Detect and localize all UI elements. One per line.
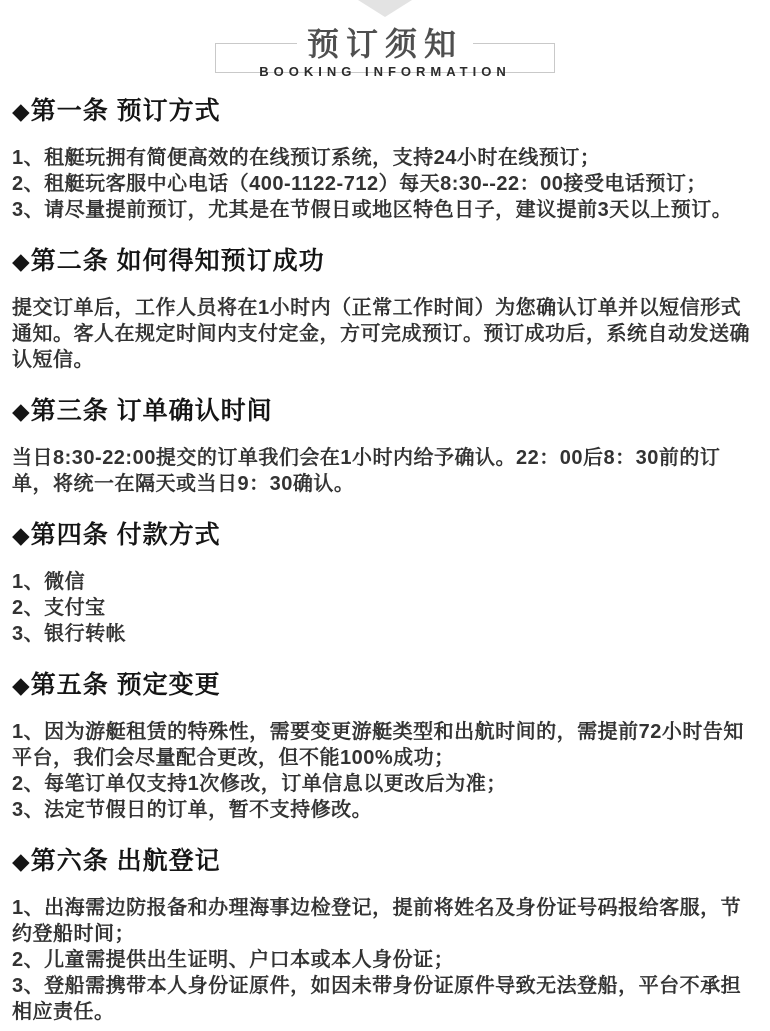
list-item: 2、支付宝 — [12, 597, 106, 619]
section-heading — [12, 521, 756, 549]
section-heading — [12, 97, 756, 125]
section-heading-text: 第五条 预定变更 — [30, 671, 221, 699]
diamond-icon: ◆ — [12, 522, 31, 548]
list-item: 1、微信 — [12, 571, 86, 593]
list-item: 2、儿童需提供出生证明、户口本或本人身份证； — [12, 949, 455, 971]
list-item: 1、出海需边防报备和办理海事边检登记，提前将姓名及身份证号码报给客服，节约登船时间； — [12, 897, 742, 945]
section-heading — [12, 247, 756, 275]
section-departure-registration — [12, 847, 756, 1025]
section-heading — [12, 397, 756, 425]
list-item: 2、每笔订单仅支持1次修改，订单信息以更改后为准； — [12, 773, 507, 795]
diamond-icon: ◆ — [12, 848, 31, 874]
section-heading — [12, 847, 756, 875]
section-booking-method — [12, 97, 756, 223]
paragraph: 当日8:30-22:00提交的订单我们会在1小时内给予确认。22：00后8：30前的订单，将统一在隔天或当日9：30确认。 — [12, 447, 721, 495]
section-booking-confirmation — [12, 247, 756, 373]
triangle-down-icon — [358, 0, 412, 17]
page-subtitle: BOOKING INFORMATION — [259, 64, 511, 79]
list-item: 3、请尽量提前预订，尤其是在节假日或地区特色日子，建议提前3天以上预订。 — [12, 199, 733, 221]
page-title: 预订须知 — [297, 26, 473, 62]
list-item: 3、银行转帐 — [12, 623, 127, 645]
diamond-icon: ◆ — [12, 98, 31, 124]
header-box — [215, 26, 555, 79]
section-booking-change — [12, 671, 756, 823]
list-item: 2、租艇玩客服中心电话（400-1122-712）每天8:30--22：00接受电话预订； — [12, 173, 707, 195]
section-heading — [12, 671, 756, 699]
list-item: 3、法定节假日的订单，暂不支持修改。 — [12, 799, 373, 821]
paragraph: 提交订单后，工作人员将在1小时内（正常工作时间）为您确认订单并以短信形式通知。客人在规定时间内支付定金，方可完成预订。预订成功后，系统自动发送确认短信。 — [12, 297, 750, 371]
section-confirmation-time — [12, 397, 756, 497]
section-heading-text: 第四条 付款方式 — [30, 521, 221, 549]
diamond-icon: ◆ — [12, 398, 31, 424]
section-heading-text: 第六条 出航登记 — [30, 847, 221, 875]
notice-content — [0, 97, 770, 1025]
diamond-icon: ◆ — [12, 672, 31, 698]
section-heading-text: 第三条 订单确认时间 — [30, 397, 273, 425]
list-item: 1、因为游艇租赁的特殊性，需要变更游艇类型和出航时间的，需提前72小时告知平台，我们会尽量配合更改，但不能100%成功； — [12, 721, 744, 769]
list-item: 3、登船需携带本人身份证原件，如因未带身份证原件导致无法登船，平台不承担相应责任。 — [12, 975, 742, 1023]
diamond-icon: ◆ — [12, 248, 31, 274]
list-item: 1、租艇玩拥有简便高效的在线预订系统，支持24小时在线预订； — [12, 147, 601, 169]
section-heading-text: 第二条 如何得知预订成功 — [30, 247, 325, 275]
section-payment-method — [12, 521, 756, 647]
section-heading-text: 第一条 预订方式 — [30, 97, 221, 125]
